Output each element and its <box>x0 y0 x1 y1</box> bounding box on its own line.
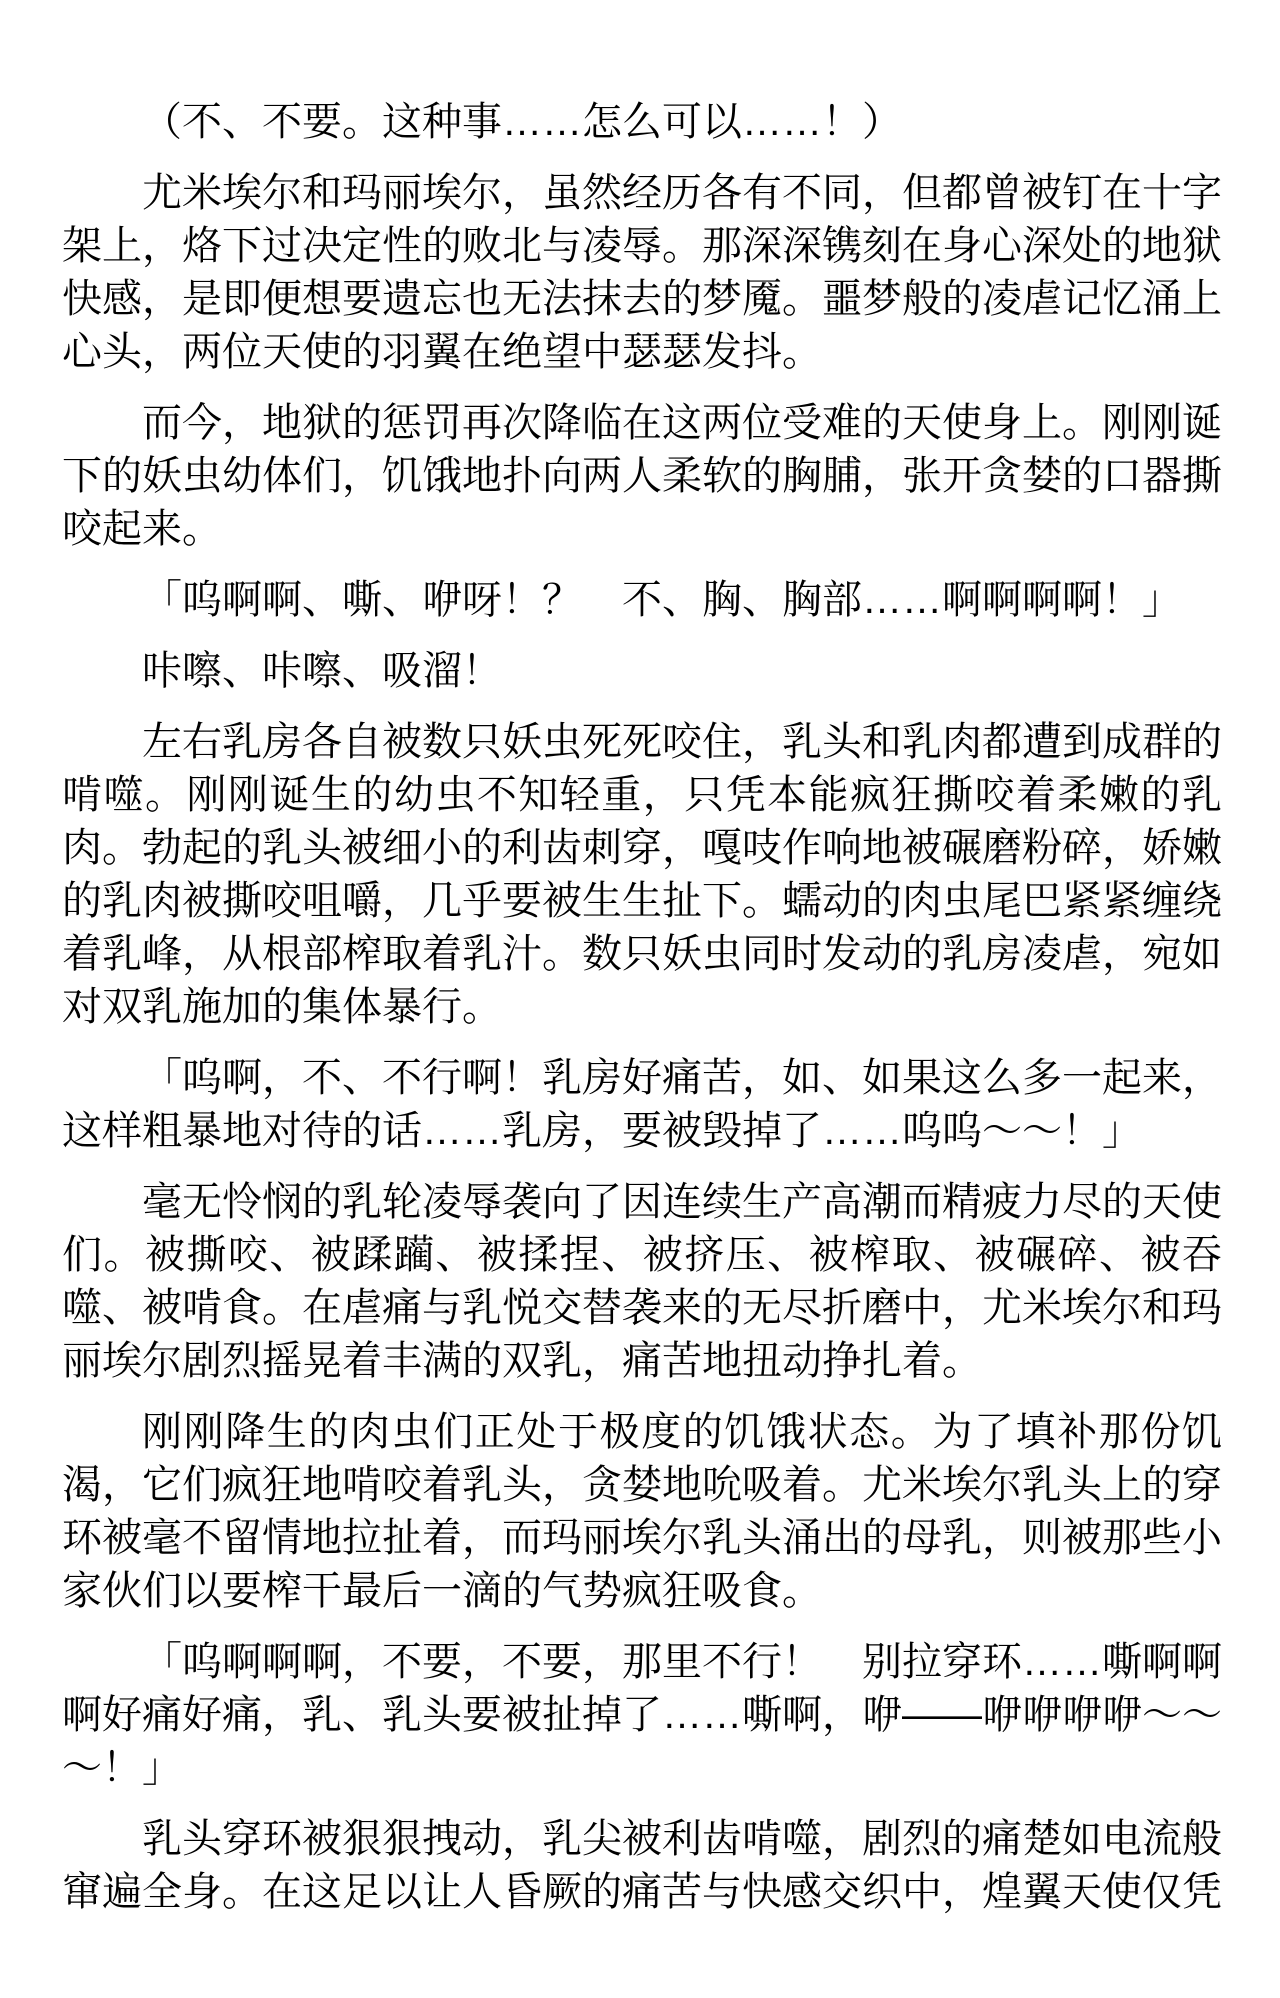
paragraph-narration: 乳头穿环被狠狠拽动，乳尖被利齿啃噬，剧烈的痛楚如电流般窜遍全身。在这足以让人昏厥的痛苦与快感交织中，煌翼天使仅凭 <box>62 1817 1222 1914</box>
paragraph-dialogue: 「呜啊，不、不行啊！乳房好痛苦，如、如果这么多一起来，这样粗暴地对待的话……乳房，要被毁掉了……呜呜～～！」 <box>62 1056 1222 1153</box>
paragraph-narration: 左右乳房各自被数只妖虫死死咬住，乳头和乳肉都遭到成群的啃噬。刚刚诞生的幼虫不知轻重，只凭本能疯狂撕咬着柔嫩的乳肉。勃起的乳头被细小的利齿刺穿，嘎吱作响地被碾磨粉碎，娇嫩的乳肉被撕咬咀嚼，几乎要被生生扯下。蠕动的肉虫尾巴紧紧缠绕着乳峰，从根部榨取着乳汁。数只妖虫同时发动的乳房凌虐，宛如对双乳施加的集体暴行。 <box>62 720 1222 1029</box>
paragraph-narration: 刚刚降生的肉虫们正处于极度的饥饿状态。为了填补那份饥渴，它们疯狂地啃咬着乳头，贪婪地吮吸着。尤米埃尔乳头上的穿环被毫不留情地拉扯着，而玛丽埃尔乳头涌出的母乳，则被那些小家伙们以要榨干最后一滴的气势疯狂吸食。 <box>62 1410 1222 1613</box>
paragraph-narration: 毫无怜悯的乳轮凌辱袭向了因连续生产高潮而精疲力尽的天使们。被撕咬、被蹂躏、被揉捏、被挤压、被榨取、被碾碎、被吞噬、被啃食。在虐痛与乳悦交替袭来的无尽折磨中，尤米埃尔和玛丽埃尔剧烈摇晃着丰满的双乳，痛苦地扭动挣扎着。 <box>62 1180 1222 1383</box>
paragraph-inner-thought: （不、不要。这种事……怎么可以……！） <box>142 100 902 144</box>
paragraph-narration: 尤米埃尔和玛丽埃尔，虽然经历各有不同，但都曾被钉在十字架上，烙下过决定性的败北与凌辱。那深深镌刻在身心深处的地狱快感，是即便想要遗忘也无法抹去的梦魇。噩梦般的凌虐记忆涌上心头，两位天使的羽翼在绝望中瑟瑟发抖。 <box>62 171 1222 374</box>
paragraph-narration: 而今，地狱的惩罚再次降临在这两位受难的天使身上。刚刚诞下的妖虫幼体们，饥饿地扑向两人柔软的胸脯，张开贪婪的口器撕咬起来。 <box>62 401 1222 551</box>
paragraph-dialogue: 「呜啊啊啊，不要，不要，那里不行！ 别拉穿环……嘶啊啊啊好痛好痛，乳、乳头要被扯掉了……嘶啊，咿——咿咿咿咿～～～！」 <box>62 1640 1222 1790</box>
novel-text-body <box>62 96 1222 1919</box>
paragraph-dialogue: 「呜啊啊、嘶、咿呀！？ 不、胸、胸部……啊啊啊啊！」 <box>142 578 1182 622</box>
paragraph-sfx: 咔嚓、咔嚓、吸溜！ <box>142 649 502 693</box>
